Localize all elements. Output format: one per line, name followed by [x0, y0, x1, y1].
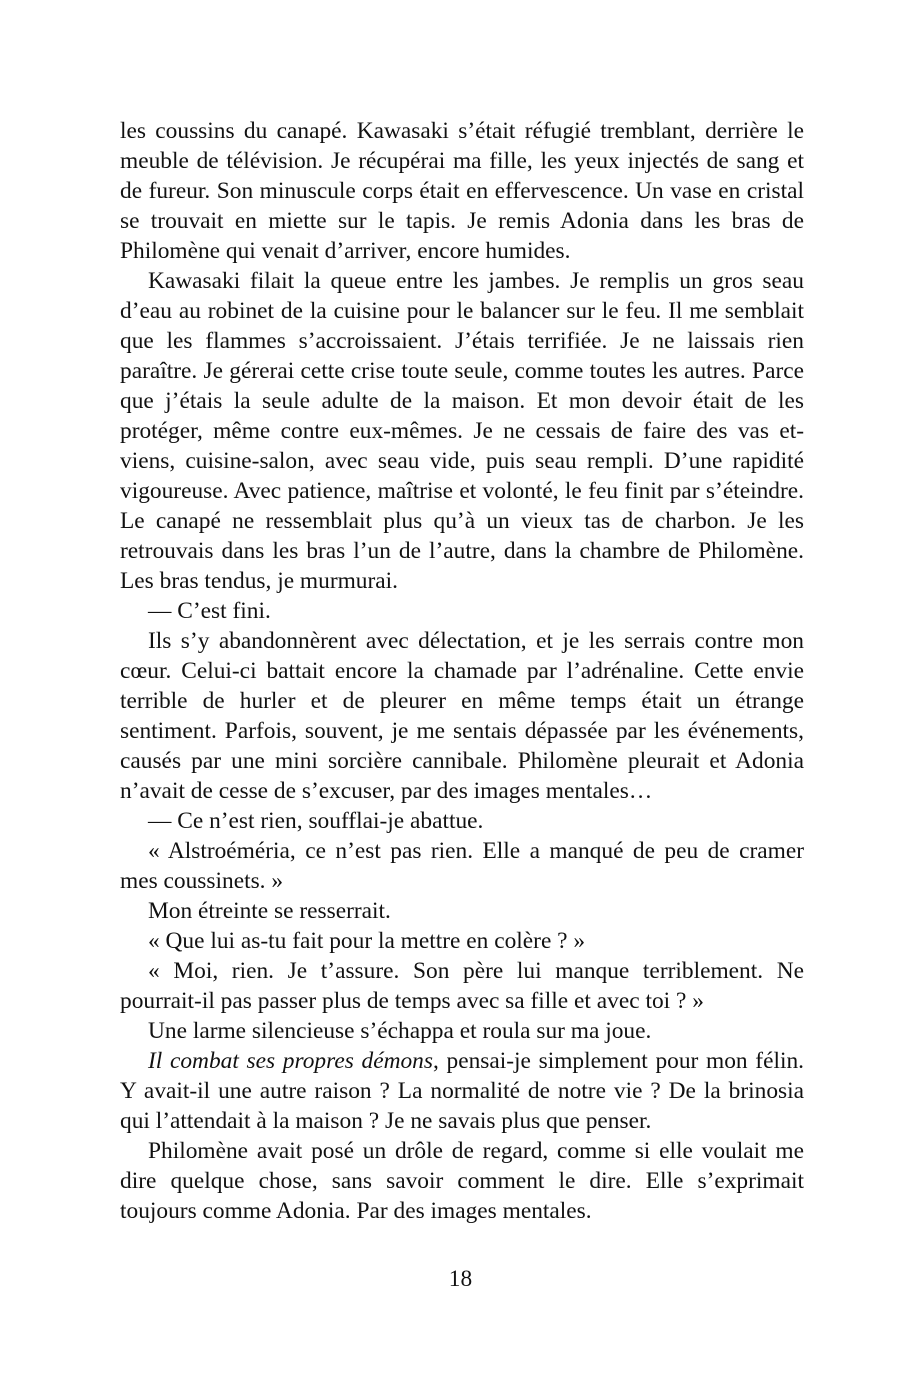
dialogue-line-1: — C’est fini.	[148, 598, 271, 624]
paragraph-6-rest: , pensai-je simplement pour mon félin. Y avait-il une autre raison ? La normalité de notre vie ? De la brinosia qui l’attendait à la maison ? Je ne savais plus que penser.	[120, 1048, 804, 1134]
telepathic-line-1: « Alstroéméria, ce n’est pas rien. Elle a manqué de peu de cramer mes coussinets. »	[120, 838, 804, 894]
page-body	[120, 116, 804, 1226]
paragraph-5: Une larme silencieuse s’échappa et roula sur ma joue.	[148, 1018, 652, 1044]
paragraph-2: Kawasaki filait la queue entre les jambes. Je remplis un gros seau d’eau au robinet de la cuisine pour le balancer sur le feu. Il me semblait que les flammes s’accroissaient. J’étais terrifiée. Je ne laissais rien paraître. Je gérerai cette crise toute seule, comme toutes les autres. Parce que j’étais la seule adulte de la maison. Et mon devoir était de les protéger, même contre eux-mêmes. Je ne cessais de faire des vas et-viens, cuisine-salon, avec seau vide, puis seau rempli. D’une rapidité vigoureuse. Avec patience, maîtrise et volonté, le feu finit par s’éteindre. Le canapé ne ressemblait plus qu’à un vieux tas de charbon. Je les retrouvais dans les bras l’un de l’autre, dans la chambre de Philomène. Les bras tendus, je murmurai.	[120, 268, 804, 594]
telepathic-line-3: « Moi, rien. Je t’assure. Son père lui manque terriblement. Ne pourrait-il pas passer plus de temps avec sa fille et avec toi ? »	[120, 958, 804, 1014]
paragraph-1: les coussins du canapé. Kawasaki s’était réfugié tremblant, derrière le meuble de télévision. Je récupérai ma fille, les yeux injectés de sang et de fureur. Son minuscule corps était en effervescence. Un vase en cristal se trouvait en miette sur le tapis. Je remis Adonia dans les bras de Philomène qui venait d’arriver, encore humides.	[120, 118, 804, 264]
page-number: 18	[448, 1266, 473, 1292]
paragraph-4: Mon étreinte se resserrait.	[148, 898, 391, 924]
telepathic-line-2: « Que lui as-tu fait pour la mettre en colère ? »	[148, 928, 586, 954]
italic-thought: Il combat ses propres démons	[148, 1048, 433, 1074]
paragraph-3: Ils s’y abandonnèrent avec délectation, et je les serrais contre mon cœur. Celui-ci battait encore la chamade par l’adrénaline. Cette envie terrible de hurler et de pleurer en même temps était un étrange sentiment. Parfois, souvent, je me sentais dépassée par les événements, causés par une mini sorcière cannibale. Philomène pleurait et Adonia n’avait de cesse de s’excuser, par des images mentales…	[120, 628, 804, 804]
paragraph-6	[120, 1046, 804, 1136]
paragraph-7: Philomène avait posé un drôle de regard, comme si elle voulait me dire quelque chose, sans savoir comment le dire. Elle s’exprimait toujours comme Adonia. Par des images mentales.	[120, 1138, 804, 1224]
dialogue-line-2: — Ce n’est rien, soufflai-je abattue.	[148, 808, 484, 834]
